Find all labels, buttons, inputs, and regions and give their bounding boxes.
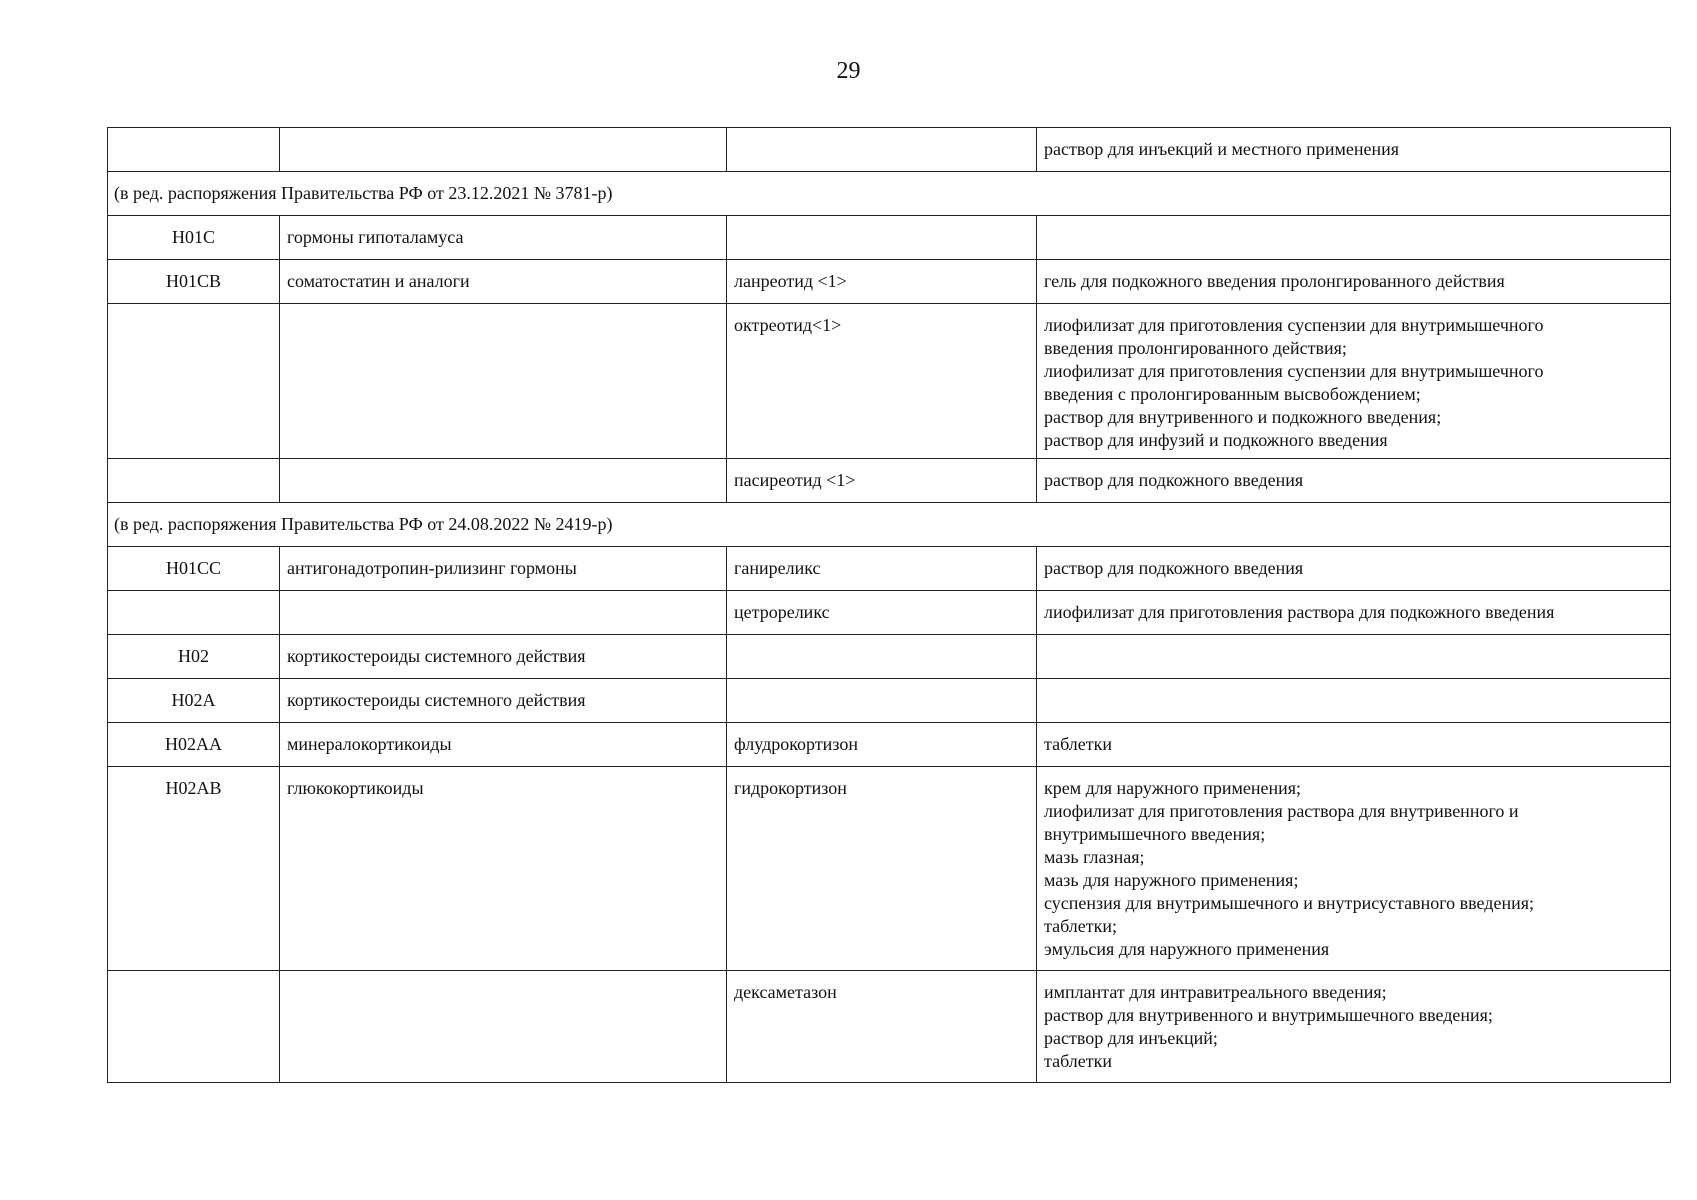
amendment-note: (в ред. распоряжения Правительства РФ от 23.12.2021 № 3781-р) — [108, 172, 1671, 216]
drug-name-cell: октреотид<1> — [727, 304, 1037, 459]
dosage-form-line: мазь для наружного применения; — [1044, 870, 1299, 890]
table-row — [108, 767, 1671, 971]
atc-group-cell: глюкокортикоиды — [280, 767, 727, 971]
drug-name-cell: гидрокортизон — [727, 767, 1037, 971]
atc-group-cell: антигонадотропин-рилизинг гормоны — [280, 547, 727, 591]
atc-code-cell — [108, 971, 280, 1083]
table-row — [108, 635, 1671, 679]
dosage-forms-cell — [1037, 216, 1671, 260]
dosage-forms-cell — [1037, 635, 1671, 679]
atc-code-cell — [108, 459, 280, 503]
table-row — [108, 679, 1671, 723]
drug-table — [107, 127, 1671, 1083]
dosage-forms-cell — [1037, 304, 1671, 459]
dosage-form-line: крем для наружного применения; — [1044, 778, 1302, 798]
atc-group-cell: кортикостероиды системного действия — [280, 635, 727, 679]
dosage-forms-cell — [1037, 260, 1671, 304]
table-row — [108, 723, 1671, 767]
amendment-note: (в ред. распоряжения Правительства РФ от 24.08.2022 № 2419-р) — [108, 503, 1671, 547]
drug-name-cell: флудрокортизон — [727, 723, 1037, 767]
dosage-forms-cell — [1037, 459, 1671, 503]
atc-group-cell — [280, 459, 727, 503]
dosage-form-line: раствор для инфузий и подкожного введения — [1044, 430, 1388, 450]
table-row — [108, 547, 1671, 591]
table-row — [108, 591, 1671, 635]
atc-group-cell — [280, 128, 727, 172]
drug-name-cell: цетрореликс — [727, 591, 1037, 635]
atc-group-cell — [280, 971, 727, 1083]
dosage-forms-cell — [1037, 128, 1671, 172]
dosage-form-line: раствор для внутривенного и подкожного введения; — [1044, 407, 1442, 427]
drug-name-cell — [727, 216, 1037, 260]
dosage-form-line: мазь глазная; — [1044, 847, 1145, 867]
atc-code-cell: H01CB — [108, 260, 280, 304]
atc-group-cell — [280, 591, 727, 635]
drug-name-cell — [727, 679, 1037, 723]
atc-code-cell: H02AA — [108, 723, 280, 767]
atc-code-cell: H01C — [108, 216, 280, 260]
dosage-form-line: введения с пролонгированным высвобождением; — [1044, 384, 1421, 404]
dosage-forms-cell — [1037, 767, 1671, 971]
dosage-forms-cell — [1037, 547, 1671, 591]
table-row — [108, 459, 1671, 503]
atc-group-cell: гормоны гипоталамуса — [280, 216, 727, 260]
dosage-form-line: эмульсия для наружного применения — [1044, 939, 1330, 959]
dosage-forms-cell — [1037, 591, 1671, 635]
dosage-forms-cell — [1037, 971, 1671, 1083]
dosage-form-line: лиофилизат для приготовления суспензии для внутримышечного — [1044, 315, 1544, 335]
drug-name-cell — [727, 635, 1037, 679]
drug-name-cell: пасиреотид <1> — [727, 459, 1037, 503]
atc-group-cell: соматостатин и аналоги — [280, 260, 727, 304]
dosage-form-line: раствор для подкожного введения — [1044, 558, 1304, 578]
atc-code-cell: H02 — [108, 635, 280, 679]
dosage-form-line: таблетки; — [1044, 916, 1118, 936]
dosage-forms-cell — [1037, 723, 1671, 767]
dosage-form-line: раствор для инъекций; — [1044, 1028, 1218, 1048]
page-number: 29 — [836, 58, 861, 84]
atc-code-cell: H02A — [108, 679, 280, 723]
atc-code-cell: H02AB — [108, 767, 280, 971]
dosage-form-line: таблетки — [1044, 1051, 1113, 1071]
dosage-form-line: лиофилизат для приготовления раствора для подкожного введения — [1044, 602, 1555, 622]
dosage-form-line: раствор для внутривенного и внутримышечного введения; — [1044, 1005, 1493, 1025]
dosage-form-line: имплантат для интравитреального введения; — [1044, 982, 1387, 1002]
atc-code-cell — [108, 591, 280, 635]
dosage-form-line: внутримышечного введения; — [1044, 824, 1266, 844]
atc-code-cell: H01CC — [108, 547, 280, 591]
table-row — [108, 304, 1671, 459]
table-row — [108, 216, 1671, 260]
drug-table-body — [108, 128, 1671, 1083]
dosage-form-line: раствор для подкожного введения — [1044, 470, 1304, 490]
dosage-form-line: введения пролонгированного действия; — [1044, 338, 1347, 358]
table-row — [108, 128, 1671, 172]
drug-name-cell: ганиреликс — [727, 547, 1037, 591]
atc-group-cell — [280, 304, 727, 459]
drug-name-cell — [727, 128, 1037, 172]
table-row — [108, 260, 1671, 304]
drug-name-cell: дексаметазон — [727, 971, 1037, 1083]
dosage-form-line: суспензия для внутримышечного и внутрисуставного введения; — [1044, 893, 1534, 913]
amendment-note-row — [108, 503, 1671, 547]
dosage-form-line: лиофилизат для приготовления суспензии для внутримышечного — [1044, 361, 1544, 381]
dosage-form-line: гель для подкожного введения пролонгированного действия — [1044, 271, 1505, 291]
dosage-forms-cell — [1037, 679, 1671, 723]
atc-code-cell — [108, 128, 280, 172]
dosage-form-line: таблетки — [1044, 734, 1113, 754]
atc-group-cell: минералокортикоиды — [280, 723, 727, 767]
table-row — [108, 971, 1671, 1083]
atc-group-cell: кортикостероиды системного действия — [280, 679, 727, 723]
drug-name-cell: ланреотид <1> — [727, 260, 1037, 304]
dosage-form-line: лиофилизат для приготовления раствора для внутривенного и — [1044, 801, 1519, 821]
atc-code-cell — [108, 304, 280, 459]
dosage-form-line: раствор для инъекций и местного применения — [1044, 139, 1400, 159]
amendment-note-row — [108, 172, 1671, 216]
